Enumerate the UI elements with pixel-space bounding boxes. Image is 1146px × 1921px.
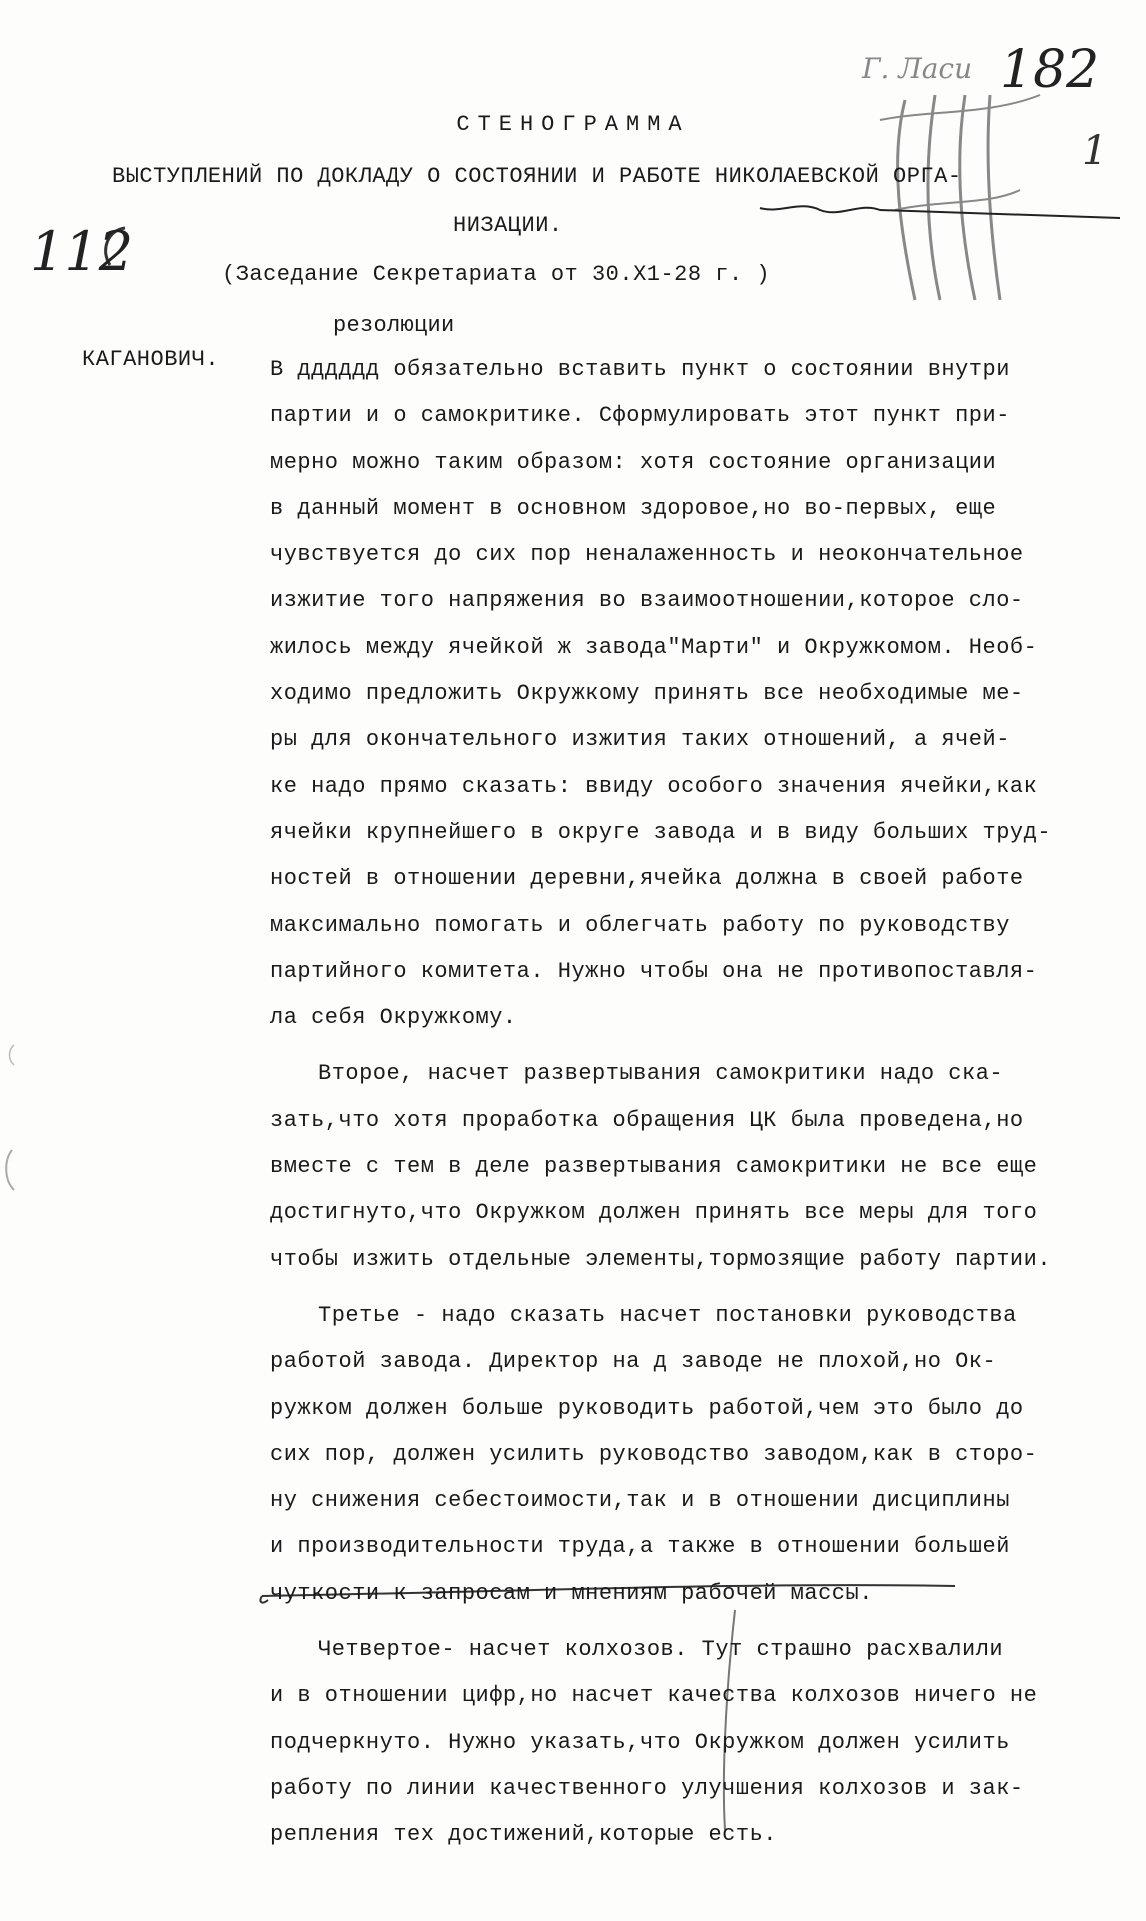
text-line: чтобы изжить отдельные элементы,тормозящие работу партии.	[270, 1246, 1052, 1272]
text-line: работу по линии качественного улучшения колхозов и зак-	[270, 1775, 1024, 1801]
document-subtitle-cont: НИЗАЦИИ.	[453, 213, 563, 238]
text-line: ходимо предложить Окружкому принять все необходимые ме-	[270, 681, 1024, 707]
inserted-word: резолюции	[333, 313, 455, 338]
text-line: в данный момент в основном здоровое,но во-первых, еще	[270, 495, 997, 521]
text-line: сих пор, должен усилить руководство заводом,как в сторо-	[270, 1441, 1038, 1467]
text-line: чуткости к запросам и мнениям рабочей массы.	[270, 1580, 873, 1606]
text-line: вместе с тем в деле развертывания самокритики не все еще	[270, 1154, 1038, 1180]
meeting-info: (Заседание Секретариата от 30.Х1-28 г. )	[222, 262, 771, 287]
pencil-note: Г. Ласи	[862, 52, 973, 85]
text-line: ружком должен больше руководить работой,чем это было до	[270, 1395, 1024, 1421]
text-line: В дддддд обязательно вставить пункт о состоянии внутри	[270, 357, 1010, 382]
text-line: жилось между ячейкой ж завода"Марти" и Окружкомом. Необ-	[270, 634, 1038, 660]
text-line: ры для окончательного изжития таких отношений, а ячей-	[270, 727, 1010, 753]
text-line: Четвертое- насчет колхозов. Тут страшно расхвалили	[318, 1637, 1004, 1663]
speech-body	[270, 347, 1120, 1859]
text-line: партии и о самокритике. Сформулировать этот пункт при-	[270, 403, 1010, 429]
text-line: и в отношении цифр,но насчет качества колхозов ничего не	[270, 1683, 1038, 1709]
document-subtitle: ВЫСТУПЛЕНИЙ ПО ДОКЛАДУ О СОСТОЯНИИ И РАБОТЕ НИКОЛАЕВСКОЙ ОРГА-	[112, 164, 962, 189]
archive-number: 182	[1000, 40, 1100, 100]
text-line: партийного комитета. Нужно чтобы она не противопоставля-	[270, 958, 1038, 984]
text-line: работой завода. Директор на д заводе не плохой,но Ок-	[270, 1349, 997, 1375]
speaker-name: КАГАНОВИЧ.	[82, 347, 220, 372]
text-line: мерно можно таким образом: хотя состояние организации	[270, 449, 997, 475]
text-line: репления тех достижений,которые есть.	[270, 1822, 777, 1848]
text-line: ла себя Окружкому.	[270, 1005, 517, 1031]
text-line: Второе, насчет развертывания самокритики надо ска-	[318, 1061, 1004, 1087]
text-line: и производительности труда,а также в отношении большей	[270, 1534, 1010, 1560]
text-line: ячейки крупнейшего в округе завода и в виду больших труд-	[270, 819, 1052, 845]
text-line: достигнуто,что Окружком должен принять все меры для того	[270, 1200, 1038, 1226]
page-number: 1	[1082, 128, 1108, 174]
text-line: подчеркнуто. Нужно указать,что Окружком должен усилить	[270, 1729, 1010, 1755]
text-line: зать,что хотя проработка обращения ЦК была проведена,но	[270, 1107, 1024, 1133]
text-line: чувствуется до сих пор неналаженность и неокончательное	[270, 542, 1024, 568]
text-line: ностей в отношении деревни,ячейка должна в своей работе	[270, 866, 1024, 892]
text-line: ке надо прямо сказать: ввиду особого значения ячейки,как	[270, 773, 1038, 799]
text-line: максимально помогать и облегчать работу по руководству	[270, 912, 1010, 938]
text-line: ну снижения себестоимости,так и в отношении дисциплины	[270, 1488, 1010, 1514]
text-line: Третье - надо сказать насчет постановки руководства	[318, 1302, 1017, 1328]
left-margin-number: 112	[30, 220, 134, 283]
text-line: изжитие того напряжения во взаимоотношении,которое сло-	[270, 588, 1024, 614]
document-title: СТЕНОГРАММА	[456, 112, 690, 137]
